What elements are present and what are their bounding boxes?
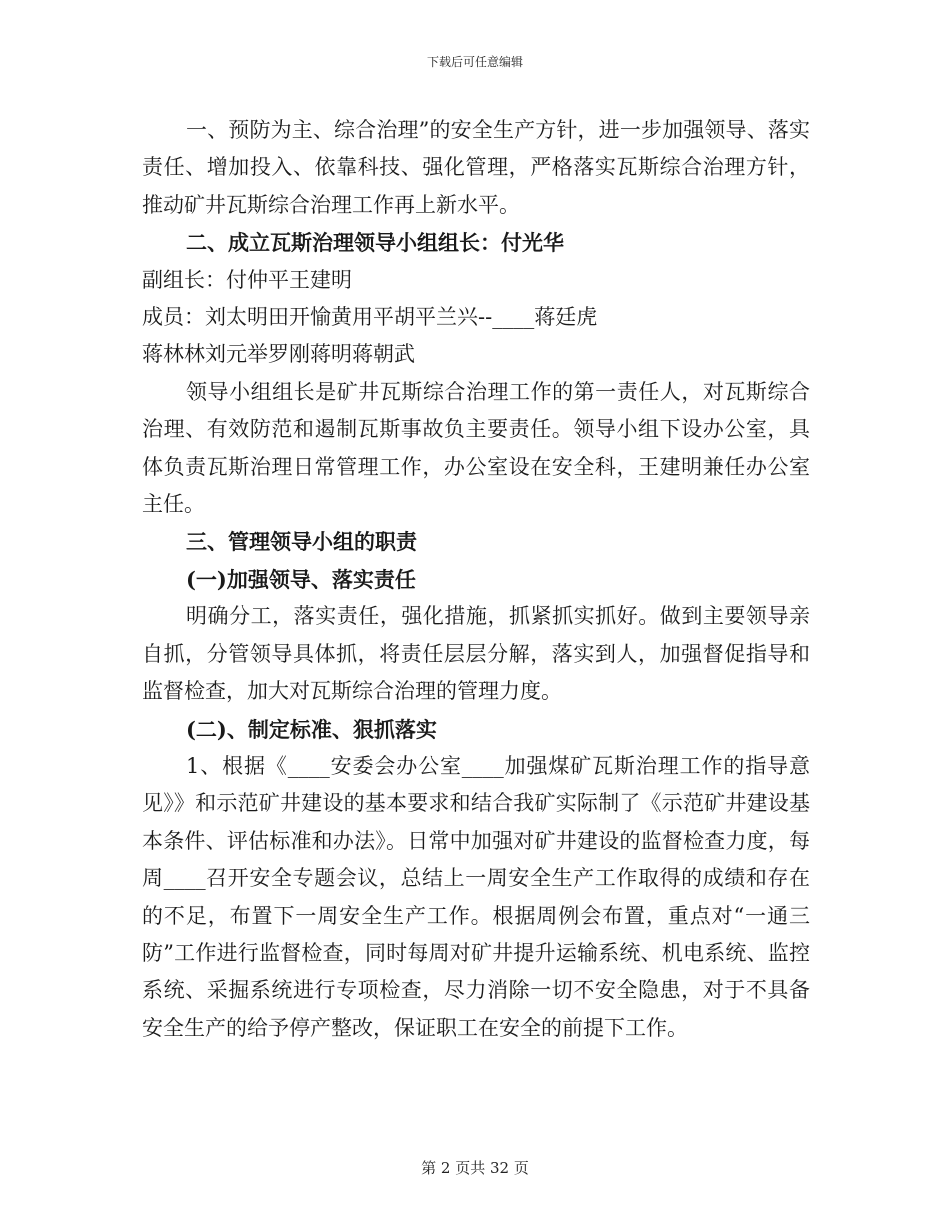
paragraph-policy: 一、预防为主、综合治理”的安全生产方针，进一步加强领导、落实责任、增加投入、依靠科技、强化管理，严格落实瓦斯综合治理方针，推动矿井瓦斯综合治理工作再上新水平。 <box>142 118 810 217</box>
deputy-leaders: 副组长：付仲平王建明 <box>142 267 352 292</box>
page-number: 第 2 页共 32 页 <box>421 1159 529 1177</box>
paragraph-standards: 1、根据《____安委会办公室____加强煤矿瓦斯治理工作的指导意见》》和示范矿井建设的基本要求和结合我矿实际制了《示范矿井建设基本条件、评估标准和办法》。日常中加强对矿井建设的监督检查力度，每周____召开安全专题会议，总结上一周安全生产工作取得的成绩和存在的不足，布置下一周安全生产工作。根据周例会布置，重点对“一通三防”工作进行监督检查，同时每周对矿井提升运输系统、机电系统、监控系统、采掘系统进行专项检查，尽力消除一切不安全隐患，对于不具备安全生产的给予停产整改，保证职工在安全的前提下工作。 <box>142 753 810 1040</box>
members-line-2: 蒋林林刘元举罗刚蒋明蒋朝武 <box>142 342 415 367</box>
section-heading-3: 三、管理领导小组的职责 <box>186 529 417 555</box>
subsection-heading-2: (二)、制定标准、狠抓落实 <box>186 716 437 742</box>
paragraph-leadership: 领导小组组长是矿井瓦斯综合治理工作的第一责任人，对瓦斯综合治理、有效防范和遏制瓦斯事故负主要责任。领导小组下设办公室，具体负责瓦斯治理日常管理工作，办公室设在安全科，王建明兼任办公室主任。 <box>142 379 810 517</box>
document-body <box>142 112 810 1047</box>
header-note: 下载后可任意编辑 <box>426 55 523 69</box>
members-line-1: 成员：刘太明田开愉黄用平胡平兰兴--____蒋廷虎 <box>142 305 598 330</box>
section-heading-2: 二、成立瓦斯治理领导小组组长：付光华 <box>186 230 564 256</box>
subsection-heading-1: (一)加强领导、落实责任 <box>186 566 416 592</box>
paragraph-responsibility: 明确分工，落实责任，强化措施，抓紧抓实抓好。做到主要领导亲自抓，分管领导具体抓，将责任层层分解，落实到人，加强督促指导和监督检查，加大对瓦斯综合治理的管理力度。 <box>142 604 810 704</box>
